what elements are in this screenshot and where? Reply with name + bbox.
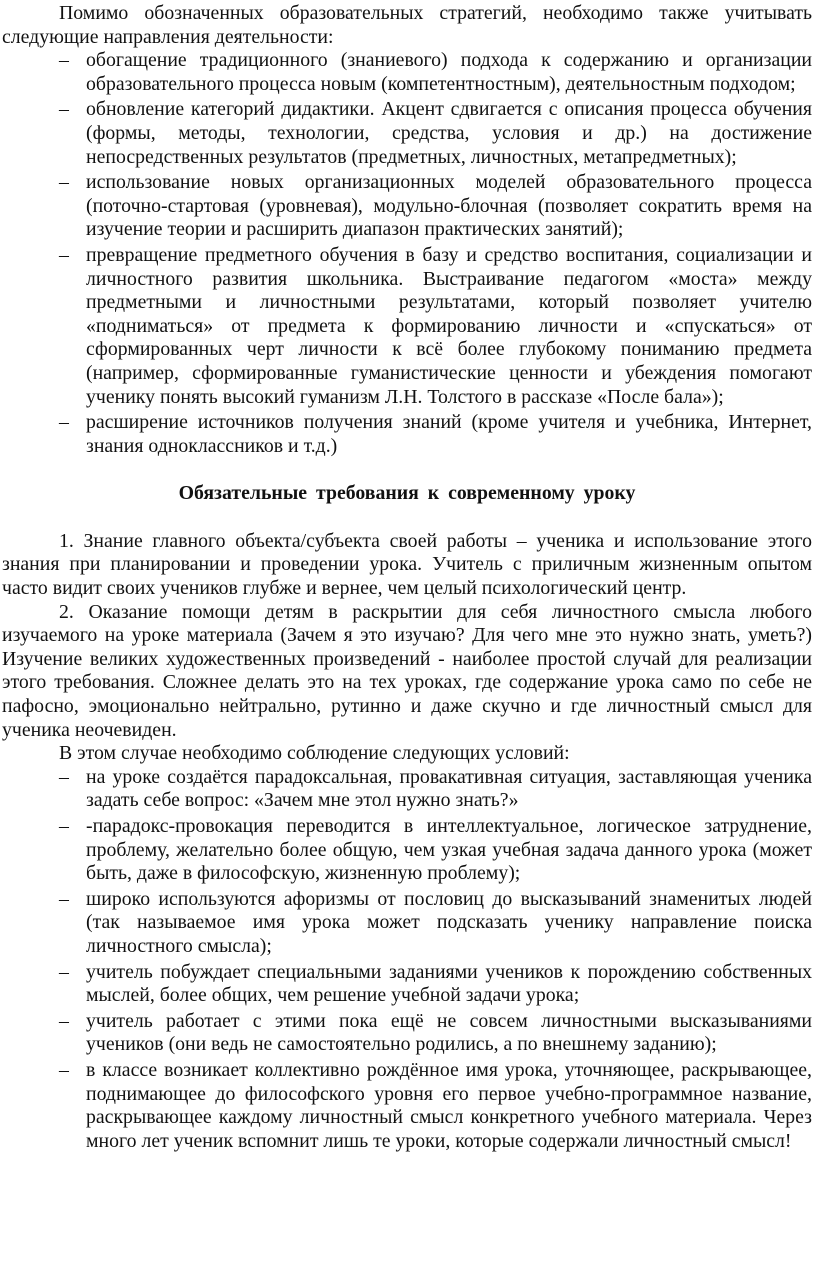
- list-item: – учитель работает с этими пока ещё не совсем личностными высказываниями учеников (они ведь не самостоятельно родились, а по внешнему заданию);: [86, 1010, 812, 1057]
- requirement-paragraph-2: 2. Оказание помощи детям в раскрытии для себя личностного смысла любого изучаемого на уроке материала (Зачем я это изучаю? Для чего мне это нужно знать, уметь?) Изучение великих художественных произведений - наиболее простой случай для реализации этого требования. Сложнее делать это на тех уроках, где содержание урока само по себе не пафосно, эмоционально нейтрально, рутинно и даже скучно и где личностный смысл для ученика неочевиден.: [2, 600, 812, 741]
- conditions-intro: В этом случае необходимо соблюдение следующих условий:: [59, 742, 570, 765]
- section-heading: Обязательные требования к современному уроку: [178, 482, 636, 505]
- list-item: – обновление категорий дидактики. Акцент сдвигается с описания процесса обучения (формы, методы, технологии, средства, условия и др.) на достижение непосредственных результатов (предметных, личностных, метапредметных);: [86, 98, 812, 169]
- list-item: – на уроке создаётся парадоксальная, провакативная ситуация, заставляющая ученика задать себе вопрос: «Зачем мне этол нужно знать?»: [86, 766, 812, 813]
- requirement-paragraph-1: 1. Знание главного объекта/субъекта своей работы – ученика и использование этого знания при планировании и проведении урока. Учитель с приличным жизненным опытом часто видит своих учеников глубже и вернее, чем целый психологический центр.: [2, 529, 812, 600]
- directions-list: [2, 49, 812, 458]
- list-item: – превращение предметного обучения в базу и средство воспитания, социализации и личностного развития школьника. Выстраивание педагогом «моста» между предметными и личностными результатами, который позволяет учителю «подниматься» от предмета к формированию личности и «спускаться» от сформированных черт личности к всё более глубокому пониманию предмета (например, сформированные гуманистические ценности и убеждения помогают ученику понять высокий гуманизм Л.Н. Толстого в рассказе «После бала»);: [86, 244, 812, 409]
- intro-paragraph: Помимо обозначенных образовательных стратегий, необходимо также учитывать следующие направления деятельности:: [2, 2, 812, 48]
- conditions-list: [2, 766, 812, 1154]
- list-item: – -парадокс-провокация переводится в интеллектуальное, логическое затруднение, проблему, желательно более общую, чем узкая учебная задача данного урока (может быть, даже в философскую, жизненную проблему);: [86, 815, 812, 886]
- list-item: – использование новых организационных моделей образовательного процесса (поточно-стартовая (уровневая), модульно-блочная (позволяет сократить время на изучение теории и расширить диапазон практических занятий);: [86, 171, 812, 242]
- list-item: – в классе возникает коллективно рождённое имя урока, уточняющее, раскрывающее, поднимающее до философского уровня его первое учебно-программное название, раскрывающее каждому личностный смысл конкретного учебного материала. Через много лет ученик вспомнит лишь те уроки, которые содержали личностный смысл!: [86, 1059, 812, 1153]
- list-item: – широко используются афоризмы от пословиц до высказываний знаменитых людей (так называемое имя урока может подсказать ученику направление поиска личностного смысла);: [86, 888, 812, 959]
- list-item: – учитель побуждает специальными заданиями учеников к порождению собственных мыслей, более общих, чем решение учебной задачи урока;: [86, 961, 812, 1008]
- list-item: – расширение источников получения знаний (кроме учителя и учебника, Интернет, знания одноклассников и т.д.): [86, 411, 812, 458]
- document-page: [0, 2, 816, 1272]
- list-item: – обогащение традиционного (знаниевого) подхода к содержанию и организации образовательного процесса новым (компетентностным), деятельностным подходом;: [86, 49, 812, 96]
